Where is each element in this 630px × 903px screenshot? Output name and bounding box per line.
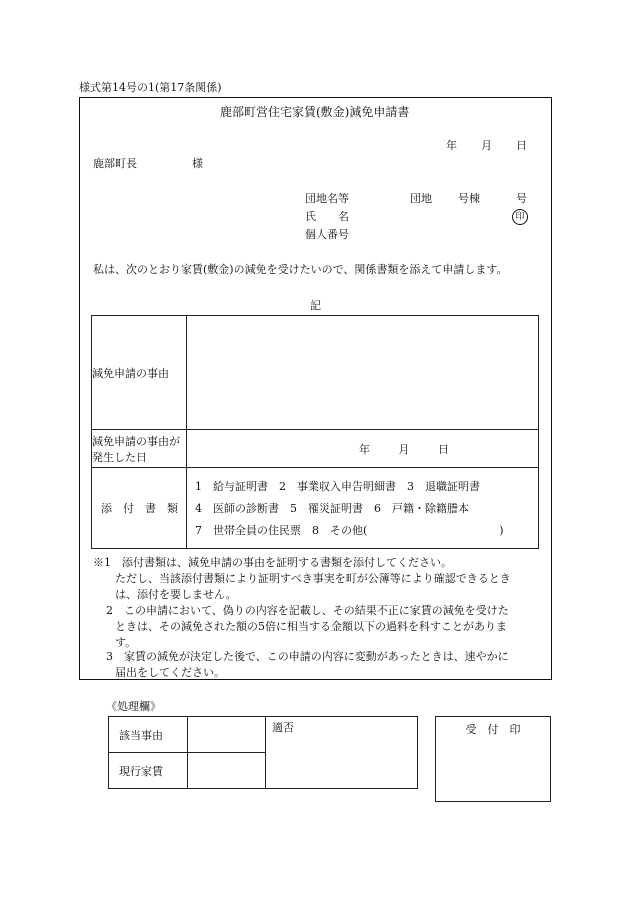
current-rent-field[interactable] xyxy=(188,753,266,789)
unit-label: 号 xyxy=(516,192,527,205)
housing-label: 団地名等 xyxy=(305,192,349,205)
occurrence-year: 年 xyxy=(359,442,370,456)
ki-label: 記 xyxy=(310,299,321,312)
approval-label: 適否 xyxy=(272,721,294,734)
honorific: 様 xyxy=(192,157,203,170)
date-day-label: 日 xyxy=(516,139,527,152)
form-number: 様式第14号の1(第17条関係) xyxy=(79,81,222,94)
note-1a: ※1 添付書類は、減免申請の事由を証明する書類を添付してください。 xyxy=(93,556,452,569)
note-1c: は、添付を要しません。 xyxy=(115,588,237,601)
reception-stamp-box[interactable] xyxy=(435,716,551,802)
seal-mark xyxy=(512,209,528,225)
occurrence-month: 月 xyxy=(398,442,410,456)
processing-heading: 《処理欄》 xyxy=(106,700,161,713)
current-rent-label: 現行家賃 xyxy=(109,753,188,789)
name-label: 氏 名 xyxy=(305,210,349,223)
processing-table xyxy=(108,716,418,789)
occurrence-date-label: 減免申請の事由が発生した日 xyxy=(92,430,187,468)
occurrence-day: 日 xyxy=(438,442,449,456)
note-3b: 届出をしてください。 xyxy=(115,666,225,679)
occurrence-date-field[interactable] xyxy=(187,430,539,468)
note-2a: 2 この申請において、偽りの内容を記載し、その結果不正に家賃の減免を受けた xyxy=(106,604,509,617)
seal-icon: 印 xyxy=(512,209,528,225)
id-number-label: 個人番号 xyxy=(305,228,349,241)
note-2c: す。 xyxy=(115,636,137,649)
statement: 私は、次のとおり家賃(敷金)の減免を受けたいので、関係書類を添えて申請します。 xyxy=(93,263,508,276)
approval-cell[interactable] xyxy=(266,717,418,789)
reason-label: 減免申請の事由 xyxy=(92,316,187,430)
applicable-reason-field[interactable] xyxy=(188,717,266,753)
danchi-label: 団地 xyxy=(410,192,432,205)
attachments-line-2: 4 医師の診断書 5 罹災証明書 6 戸籍・除籍謄本 xyxy=(195,502,469,515)
application-table xyxy=(91,315,539,549)
building-label: 号棟 xyxy=(458,192,480,205)
form-title: 鹿部町営住宅家賃(敷金)減免申請書 xyxy=(220,105,410,119)
reason-field[interactable] xyxy=(187,316,539,430)
attachments-line-1: 1 給与証明書 2 事業収入申告明細書 3 退職証明書 xyxy=(195,480,480,493)
reception-stamp-label: 受 付 印 xyxy=(465,723,521,736)
note-1b: ただし、当該添付書類により証明すべき事実を町が公簿等により確認できるとき xyxy=(115,572,511,585)
attachments-list xyxy=(187,468,539,549)
date-year-label: 年 xyxy=(446,139,457,152)
addressee: 鹿部町長 xyxy=(93,157,137,170)
note-3a: 3 家賃の減免が決定した後で、この申請の内容に変動があったときは、速やかに xyxy=(106,650,509,663)
date-month-label: 月 xyxy=(481,139,492,152)
note-2b: ときは、その減免された額の5倍に相当する金額以下の過料を科すことがありま xyxy=(115,620,507,633)
applicable-reason-label: 該当事由 xyxy=(109,717,188,753)
attachments-label: 添 付 書 類 xyxy=(92,468,187,549)
attachments-line-3: 7 世帯全員の住民票 8 その他( ) xyxy=(195,524,504,537)
